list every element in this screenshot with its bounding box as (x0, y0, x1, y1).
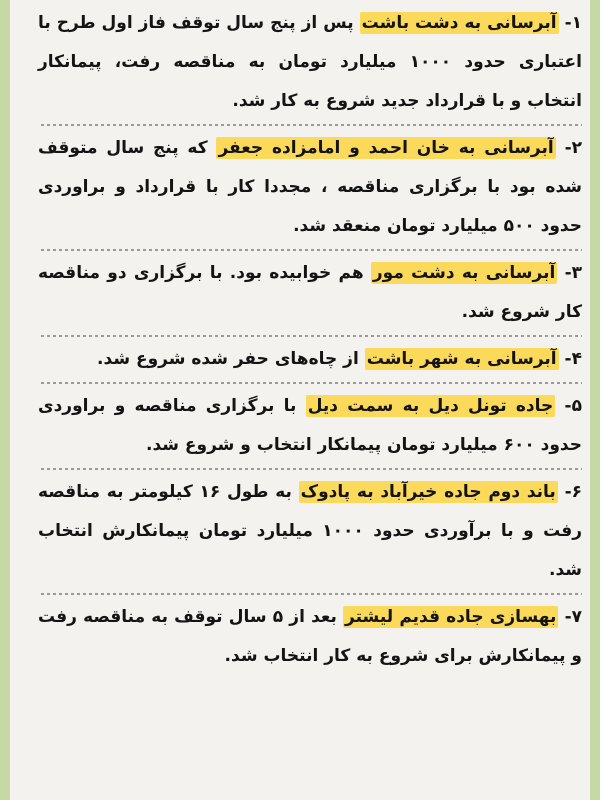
item-highlight: آبرسانی به شهر باشت (366, 349, 557, 369)
item-text: با برگزاری مناقصه و براوردی حدود ۶۰۰ میلیارد تومان پیمانکار انتخاب و شروع شد. (38, 396, 582, 455)
item-text: هم خوابیده بود. با برگزاری دو مناقصه کار شروع شد. (38, 263, 582, 322)
list-item-6 (38, 473, 582, 591)
list-item-3 (38, 254, 582, 333)
item-number: ۲- (564, 138, 583, 158)
item-highlight: جاده تونل دیل به سمت دیل (307, 396, 554, 416)
item-number: ۴- (564, 349, 582, 369)
item-highlight: آبرسانی به دشت مور (372, 263, 556, 283)
item-text: که پنج سال متوقف شده بود با برگزاری مناقصه ، مجددا کار با قرارداد و براوردی حدود ۵۰۰ میلیارد تومان منعقد شد. (38, 138, 582, 236)
item-text: پس از پنج سال توقف فاز اول طرح با اعتباری حدود ۱۰۰۰ میلیارد تومان به مناقصه رفت، پیمانکار انتخاب و با قرارداد جدید شروع به کار شد. (38, 13, 582, 111)
list-item-1 (38, 4, 582, 122)
project-list (38, 4, 582, 677)
list-item-5 (38, 387, 582, 466)
item-number: ۶- (564, 482, 583, 502)
list-item-2 (38, 129, 582, 247)
item-number: ۳- (564, 263, 583, 283)
divider (38, 249, 582, 251)
item-number: ۱- (564, 13, 583, 33)
item-text: بعد از ۵ سال توقف به مناقصه رفت و پیمانکارش برای شروع به کار انتخاب شد. (38, 607, 582, 666)
divider (38, 124, 582, 126)
item-number: ۵- (564, 396, 582, 416)
item-highlight: آبرسانی به خان احمد و امامزاده جعفر (218, 138, 554, 158)
divider (38, 468, 582, 470)
divider (38, 593, 582, 595)
item-highlight: آبرسانی به دشت باشت (361, 13, 557, 33)
content-panel (10, 0, 590, 800)
item-highlight: باند دوم جاده خیرآباد به پادوک (300, 482, 556, 502)
list-item-4 (38, 340, 582, 380)
item-text: به طول ۱۶ کیلومتر به مناقصه رفت و با برآوردی حدود ۱۰۰۰ میلیارد تومان پیمانکارش انتخاب شد. (38, 482, 582, 580)
item-number: ۷- (564, 607, 583, 627)
item-text: از چاه‌های حفر شده شروع شد. (97, 349, 359, 369)
divider (38, 382, 582, 384)
list-item-7 (38, 598, 582, 677)
divider (38, 335, 582, 337)
item-highlight: بهسازی جاده قدیم لیشتر (345, 607, 557, 627)
